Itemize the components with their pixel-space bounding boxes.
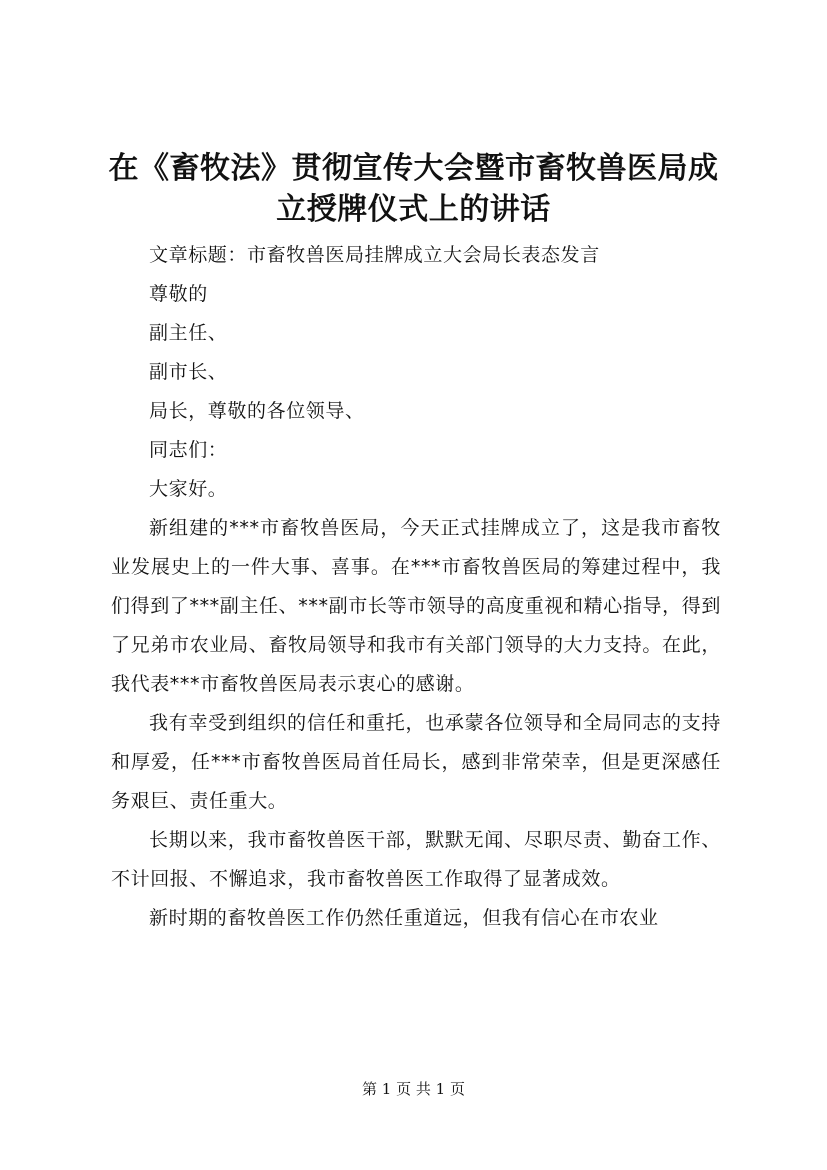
paragraph-body: 新组建的***市畜牧兽医局，今天正式挂牌成立了，这是我市畜牧业发展史上的一件大事、喜事。在***市畜牧兽医局的筹建过程中，我们得到了***副主任、***副市长等市领导的高度重视和精心指导，得到了兄弟市农业局、畜牧局领导和我市有关部门领导的大力支持。在此，我代表***市畜牧兽医局表示衷心的感谢。 xyxy=(111,517,721,695)
document-body xyxy=(111,236,721,938)
paragraph-salutation: 副市长、 xyxy=(149,361,228,383)
paragraph-body: 新时期的畜牧兽医工作仍然任重道远，但我有信心在市农业 xyxy=(149,907,659,929)
paragraph-salutation: 尊敬的 xyxy=(149,283,208,305)
paragraph-salutation: 同志们： xyxy=(149,439,228,461)
paragraph-salutation: 副主任、 xyxy=(149,322,228,344)
paragraph-article-title: 文章标题：市畜牧兽医局挂牌成立大会局长表态发言 xyxy=(149,244,600,266)
document-title-line-2: 立授牌仪式上的讲话 xyxy=(276,192,551,227)
document-title-line-1: 在《畜牧法》贯彻宣传大会暨市畜牧兽医局成 xyxy=(108,151,719,186)
paragraph-body: 我有幸受到组织的信任和重托，也承蒙各位领导和全局同志的支持和厚爱，任***市畜牧兽医局首任局长，感到非常荣幸，但是更深感任务艰巨、责任重大。 xyxy=(111,712,721,812)
paragraph-salutation: 局长，尊敬的各位领导、 xyxy=(149,400,365,422)
paragraph-greeting: 大家好。 xyxy=(149,478,228,500)
page-footer: 第 1 页 共 1 页 xyxy=(362,1080,465,1098)
paragraph-body: 长期以来，我市畜牧兽医干部，默默无闻、尽职尽责、勤奋工作、不计回报、不懈追求，我市畜牧兽医工作取得了显著成效。 xyxy=(111,829,721,890)
